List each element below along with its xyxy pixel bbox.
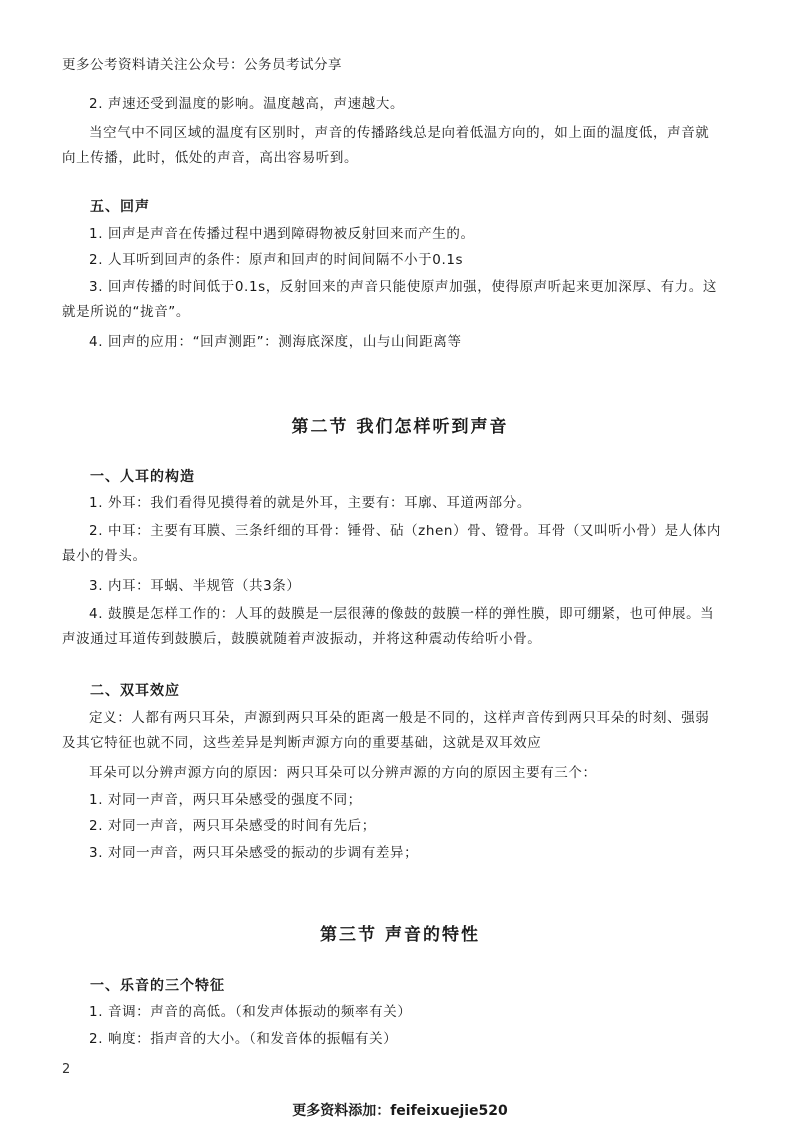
heading-echo: 五、回声 — [90, 199, 150, 215]
musical-feature-loudness: 2. 响度：指声音的大小。（和发音体的振幅有关） — [89, 1031, 398, 1047]
paragraph-sound-speed-temperature: 2. 声速还受到温度的影响。温度越高，声速越大。 — [89, 96, 405, 112]
heading-musical-features: 一、乐音的三个特征 — [90, 978, 225, 994]
echo-item-4: 4. 回声的应用：“回声测距”：测海底深度，山与山间距离等 — [89, 334, 462, 350]
header-note: 更多公考资料请关注公众号：公务员考试分享 — [62, 57, 342, 73]
echo-item-3: 3. 回声传播的时间低于0.1s，反射回来的声音只能使原声加强，使得原声听起来更加深厚、有力。这就是所说的“拢音”。 — [62, 279, 717, 320]
binaural-definition: 定义：人都有两只耳朵，声源到两只耳朵的距离一般是不同的，这样声音传到两只耳朵的时刻、强弱及其它特征也就不同，这些差异是判断声源方向的重要基础，这就是双耳效应 — [62, 710, 710, 751]
binaural-reason-3: 3. 对同一声音，两只耳朵感受的振动的步调有差异； — [89, 845, 419, 861]
heading-ear-structure: 一、人耳的构造 — [90, 469, 195, 485]
footer-note: 更多资料添加：feifeixuejie520 — [292, 1103, 508, 1119]
ear-item-4: 4. 鼓膜是怎样工作的：人耳的鼓膜是一层很薄的像鼓的鼓膜一样的弹性膜，即可绷紧，也可伸展。当声波通过耳道传到鼓膜后，鼓膜就随着声波振动，并将这种震动传给听小骨。 — [62, 606, 715, 647]
ear-item-2: 2. 中耳：主要有耳膜、三条纤细的耳骨：锤骨、砧（zhen）骨、镫骨。耳骨（又叫听小骨）是人体内最小的骨头。 — [62, 523, 721, 564]
heading-binaural-effect: 二、双耳效应 — [90, 683, 180, 699]
echo-item-2: 2. 人耳听到回声的条件：原声和回声的时间间隔不小于0.1s — [89, 252, 464, 268]
ear-item-3: 3. 内耳：耳蜗、半规管（共3条） — [89, 578, 301, 594]
binaural-reason-2: 2. 对同一声音，两只耳朵感受的时间有先后； — [89, 818, 376, 834]
page-number: 2 — [62, 1062, 71, 1077]
section-title-sound-properties: 第三节 声音的特性 — [320, 925, 480, 945]
paragraph-sound-path: 当空气中不同区域的温度有区别时，声音的传播路线总是向着低温方向的，如上面的温度低，声音就向上传播，此时，低处的声音，高出容易听到。 — [62, 125, 710, 166]
musical-feature-pitch: 1. 音调：声音的高低。（和发声体振动的频率有关） — [89, 1004, 412, 1020]
section-title-hearing: 第二节 我们怎样听到声音 — [291, 417, 509, 437]
binaural-reason-intro: 耳朵可以分辨声源方向的原因：两只耳朵可以分辨声源的方向的原因主要有三个： — [89, 765, 597, 781]
binaural-reason-1: 1. 对同一声音，两只耳朵感受的强度不同； — [89, 792, 362, 808]
echo-item-1: 1. 回声是声音在传播过程中遇到障碍物被反射回来而产生的。 — [89, 226, 475, 242]
ear-item-1: 1. 外耳：我们看得见摸得着的就是外耳，主要有：耳廓、耳道两部分。 — [89, 495, 531, 511]
